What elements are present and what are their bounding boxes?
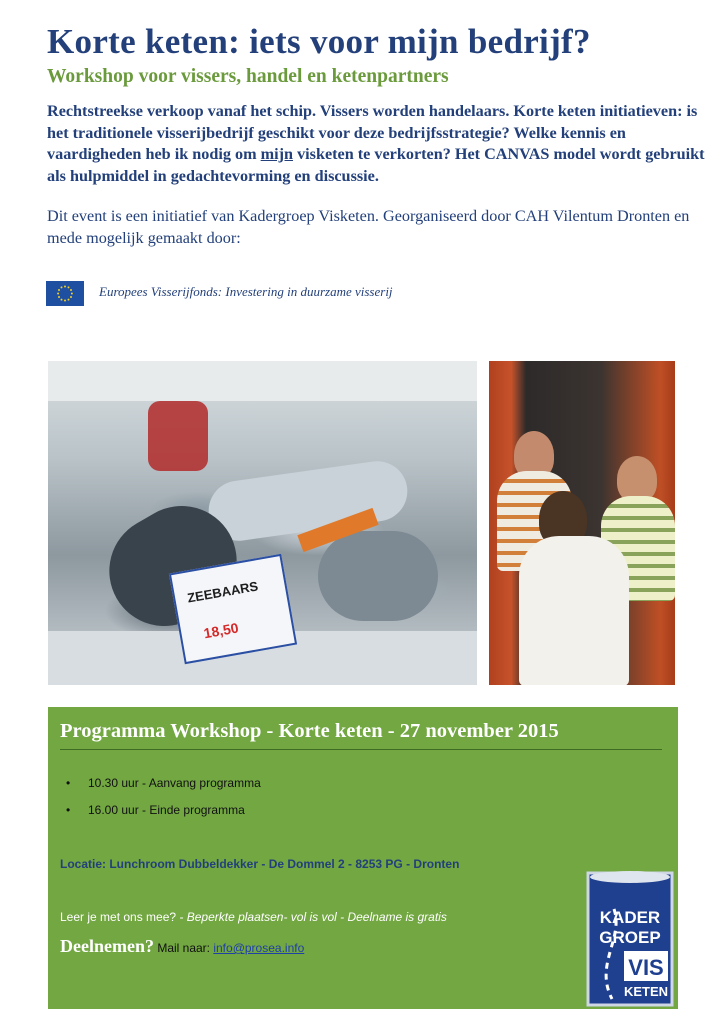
fish-price-label: 18,50 — [202, 619, 240, 642]
program-title: Programma Workshop - Korte keten - 27 november 2015 — [60, 720, 559, 742]
fish-market-photo — [48, 361, 477, 685]
cta-lead: Leer je met ons mee? — [60, 910, 177, 924]
cta-line — [60, 910, 447, 924]
program-divider — [60, 749, 662, 750]
schedule-item-text: 16.00 uur - Einde programma — [88, 803, 245, 817]
funding-text: Europees Visserijfonds: Investering in duurzame visserij — [99, 284, 393, 299]
location-text: Locatie: Lunchroom Dubbeldekker - De Dommel 2 - 8253 PG - Dronten — [60, 857, 460, 871]
eu-flag-icon — [46, 281, 84, 306]
bullet-icon: • — [66, 776, 71, 790]
intro-text-part2: visketen te verkorten? Het CANVAS model wordt gebruikt als hulpmiddel in gedachtevorming en discussie. — [47, 145, 705, 185]
price-label — [169, 554, 297, 664]
fish-name-label: ZEEBAARS — [186, 578, 260, 606]
initiative-paragraph: Dit event is een initiatief van Kadergroep Visketen. Georganiseerd door CAH Vilentum Dronten en mede mogelijk gemaakt door: — [47, 207, 690, 247]
email-link[interactable]: info@prosea.info — [213, 941, 305, 955]
schedule-item-text: 10.30 uur - Aanvang programma — [88, 776, 261, 790]
bullet-icon: • — [66, 803, 71, 817]
intro-text-part1: Rechtstreekse verkoop vanaf het schip. Vissers worden handelaars. Korte keten initiatieven: is het traditionele visserijbedrijf geschikt voor deze bedrijfsstrategie? Welke kennis en vaardigheden heb ik nodig om — [47, 102, 698, 163]
mail-label: Mail naar: — [153, 941, 214, 955]
kadergroep-visketen-logo — [584, 869, 676, 1009]
workshop-people-photo — [489, 361, 675, 685]
svg-text:KETEN: KETEN — [623, 984, 669, 999]
cta-note: - Beperkte plaatsen- vol is vol - Deelname is gratis — [176, 910, 447, 924]
join-label: Deelnemen? — [60, 936, 154, 956]
svg-text:VIS: VIS — [628, 955, 664, 980]
join-line — [60, 936, 304, 957]
intro-paragraph — [47, 101, 717, 187]
schedule-item — [66, 803, 245, 817]
page-title: Korte keten: iets voor mijn bedrijf? — [47, 22, 591, 61]
schedule-item — [66, 776, 261, 790]
page-subtitle: Workshop voor vissers, handel en ketenpartners — [47, 66, 449, 87]
svg-text:KADER: KADER — [599, 908, 661, 927]
svg-text:GROEP: GROEP — [599, 928, 661, 947]
intro-emphasis: mijn — [260, 145, 294, 163]
